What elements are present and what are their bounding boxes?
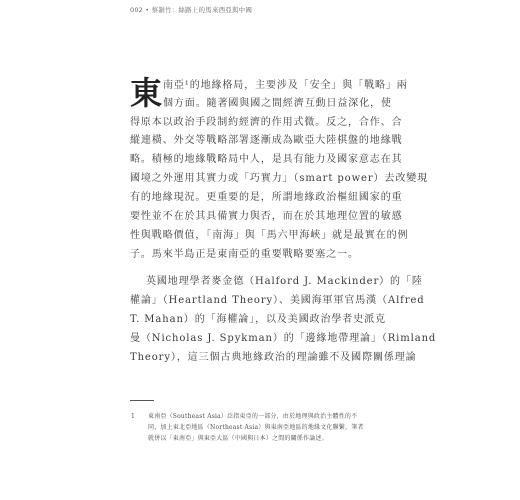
body-line: 國境之外運用其實力或「巧實力」（smart power）去改變現 — [130, 173, 429, 184]
body-line: 權論」（Heartland Theory）、美國海軍軍官馬漢（Alfred — [130, 295, 425, 306]
footnote-line: 東南亞（Southeast Asia）泛指東亞的一部分，由於地理與政治主體性的不 — [148, 413, 358, 420]
body-line: 略。積極的地緣戰略局中人，是具有能力及國家意志在其 — [130, 154, 403, 165]
body-line: 英國地理學者麥金德（Halford J. Mackinder）的「陸 — [146, 276, 423, 287]
running-header: 002 • 蔡韻竹：絲路上的馬來西亞與中國 — [130, 6, 253, 14]
body-line: 縱連橫、外交等戰略部署逐漸成為歐亞大陸棋盤的地緣戰 — [130, 135, 403, 146]
body-line: 曼（Nicholas J. Spykman）的「邊緣地帶理論」（Rimland — [130, 333, 437, 344]
body-line: 得原本以政治手段制約經濟的作用式微。反之，合作、合 — [130, 117, 403, 128]
footnote-rule — [130, 400, 154, 401]
body-line: 要性並不在於其具備實力與否，而在於其地理位置的敏感 — [130, 211, 403, 222]
body-line: 南亞¹的地緣格局，主要涉及「安全」與「戰略」兩 — [163, 80, 408, 91]
footnote-line: 同，加上東北亞地區（Northeast Asia）與東南亞地區的地緣文化聯繫，筆者 — [148, 424, 364, 431]
body-line: 性與戰略價值，「南海」與「馬六甲海峽」就是最實在的例 — [130, 230, 409, 241]
drop-cap: 東 — [130, 74, 163, 112]
footnote-number: 1 — [131, 413, 135, 420]
body-line: T. Mahan）的「海權論」，以及美國政治學者史派克 — [130, 314, 386, 325]
body-line: 子。馬來半島正是東南亞的重要戰略要塞之一。 — [130, 249, 359, 260]
body-line: Theory），這三個古典地緣政治的理論雖不及國際關係理論 — [130, 352, 417, 363]
footnote-line: 就併以「東南亞」與東亞大區（中國與日本）之間的關係作論述。 — [148, 435, 328, 442]
body-line: 有的地緣現況。更重要的是，所謂地緣政治樞紐國家的重 — [130, 192, 403, 203]
body-line: 個方面。隨著國與國之間經濟互動日益深化，使 — [163, 98, 392, 109]
